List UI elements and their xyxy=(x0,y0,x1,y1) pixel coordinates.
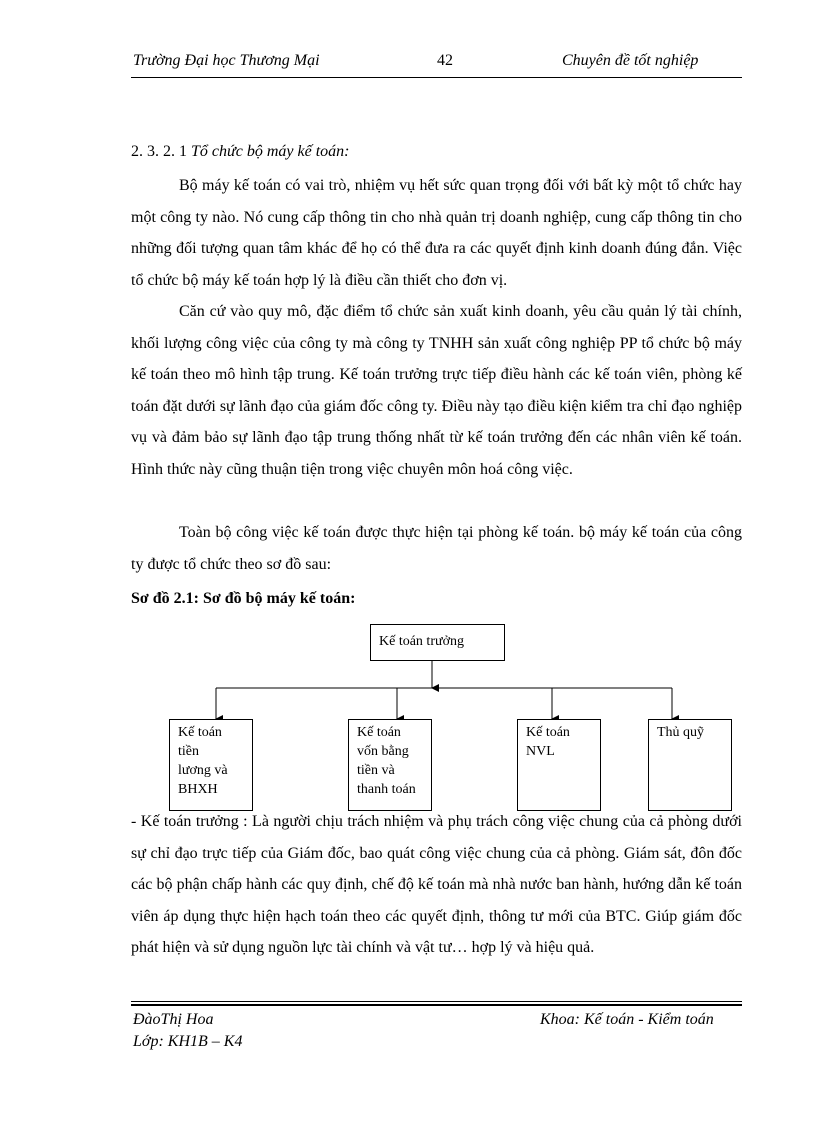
box-treasurer xyxy=(648,719,732,811)
box-cash-accountant xyxy=(348,719,432,811)
box-material-accountant xyxy=(517,719,601,811)
footer-author: ĐàoThị Hoa xyxy=(133,1011,214,1028)
paragraph-1: Bộ máy kế toán có vai trò, nhiệm vụ hết sức quan trọng đối với bất kỳ một tổ chức hay một công ty nào. Nó cung cấp thông tin cho nhà quản trị doanh nghiệp, cung cấp thông tin cho những đối tượng quan tâm khác để họ có thể đưa ra các quyết định kinh doanh đúng đắn. Việc tổ chức bộ máy kế toán hợp lý là điều cần thiết cho đơn vị. xyxy=(131,177,742,289)
box-line: NVL xyxy=(526,744,555,759)
section-title: Tổ chức bộ máy kế toán: xyxy=(191,143,350,160)
footer-rule-top xyxy=(131,1001,742,1002)
paragraph-2: Căn cứ vào quy mô, đặc điểm tổ chức sản xuất kinh doanh, yêu cầu quản lý tài chính, khối lượng công việc của công ty mà công ty TNHH sản xuất công nghiệp PP tổ chức bộ máy kế toán theo mô hình tập trung. Kế toán trưởng trực tiếp điều hành các kế toán viên, phòng kế toán đặt dưới sự lãnh đạo của giám đốc công ty. Điều này tạo điều kiện kiểm tra chỉ đạo nghiệp vụ và đảm bảo sự lãnh đạo tập trung thống nhất từ kế toán trưởng đến các nhân viên kế toán. Hình thức này cũng thuận tiện trong việc chuyên môn hoá công việc. xyxy=(131,303,742,478)
box-line: vốn bằng xyxy=(357,744,409,759)
paragraph-3: Toàn bộ công việc kế toán được thực hiện tại phòng kế toán. bộ máy kế toán của công ty được tổ chức theo sơ đồ sau: xyxy=(131,524,742,573)
box-line: tiền và xyxy=(357,763,395,778)
box-line: Kế toán xyxy=(526,725,570,740)
diagram-caption: Sơ đồ 2.1: Sơ đồ bộ máy kế toán: xyxy=(131,590,356,607)
box-line: lương và xyxy=(178,763,228,778)
section-heading xyxy=(131,143,349,161)
footer-class: Lớp: KH1B – K4 xyxy=(133,1033,243,1050)
box-line: Thủ quỹ xyxy=(657,725,705,740)
box-line: tiền xyxy=(178,744,199,759)
section-number: 2. 3. 2. 1 xyxy=(131,143,187,160)
header-doc-type: Chuyên đề tốt nghiệp xyxy=(562,52,699,69)
paragraph-chief-accountant: - Kế toán trưởng : Là người chịu trách nhiệm và phụ trách công việc chung của cả phòng dưới sự chỉ đạo trực tiếp của Giám đốc, bao quát công việc chung của cả phòng. Giám sát, đôn đốc các bộ phận chấp hành các quy định, chế độ kế toán mà nhà nước ban hành, hướng dẫn kế toán viên áp dụng thực hiện hạch toán theo các quyết định, thông tư mới của BTC. Giúp giám đốc phát hiện và sử dụng nguồn lực tài chính và vật tư… hợp lý và hiệu quả. xyxy=(131,813,742,956)
box-line: Kế toán xyxy=(357,725,401,740)
header-school: Trường Đại học Thương Mại xyxy=(133,52,320,69)
box-salary-accountant xyxy=(169,719,253,811)
page-number: 42 xyxy=(437,52,453,69)
footer-rule-bottom xyxy=(131,1004,742,1006)
box-chief-accountant: Kế toán trưởng xyxy=(370,624,505,661)
footer-faculty: Khoa: Kế toán - Kiểm toán xyxy=(540,1011,714,1028)
box-line: BHXH xyxy=(178,782,218,797)
box-line: Kế toán xyxy=(178,725,222,740)
header-rule xyxy=(131,77,742,78)
box-line: thanh toán xyxy=(357,782,416,797)
